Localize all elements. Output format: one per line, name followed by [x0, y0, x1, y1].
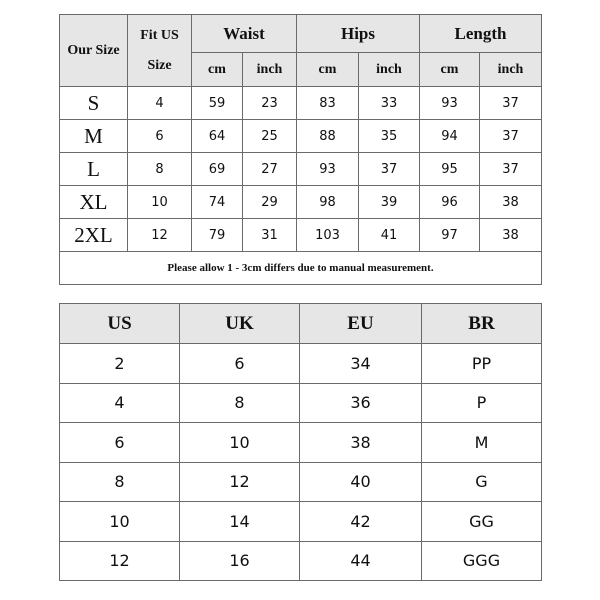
table-row — [60, 120, 542, 153]
cell-length-cm: 95 — [420, 153, 480, 186]
conversion-body — [60, 344, 542, 581]
cell-uk: 14 — [180, 502, 300, 542]
table-row — [60, 344, 542, 384]
cell-us: 8 — [128, 153, 192, 186]
header-length: Length — [420, 15, 542, 53]
cell-length-in: 37 — [480, 120, 542, 153]
header-eu: EU — [300, 304, 422, 344]
cell-waist-in: 31 — [243, 219, 297, 252]
cell-waist-in: 23 — [243, 87, 297, 120]
cell-length-cm: 97 — [420, 219, 480, 252]
cell-us: 2 — [60, 344, 180, 384]
cell-br: GGG — [422, 541, 542, 581]
cell-br: PP — [422, 344, 542, 384]
cell-waist-cm: 79 — [192, 219, 243, 252]
cell-waist-in: 27 — [243, 153, 297, 186]
cell-br: G — [422, 462, 542, 502]
cell-length-cm: 94 — [420, 120, 480, 153]
size-chart-body — [60, 87, 542, 252]
cell-br: GG — [422, 502, 542, 542]
header-hips-cm: cm — [297, 53, 359, 87]
cell-uk: 8 — [180, 383, 300, 423]
cell-size: L — [60, 153, 128, 186]
cell-hips-in: 35 — [359, 120, 420, 153]
cell-us: 4 — [128, 87, 192, 120]
cell-hips-in: 33 — [359, 87, 420, 120]
table-row — [60, 87, 542, 120]
cell-eu: 38 — [300, 423, 422, 463]
cell-length-in: 38 — [480, 219, 542, 252]
cell-eu: 34 — [300, 344, 422, 384]
header-hips-inch: inch — [359, 53, 420, 87]
cell-length-cm: 93 — [420, 87, 480, 120]
cell-size: M — [60, 120, 128, 153]
cell-us: 4 — [60, 383, 180, 423]
table-row — [60, 219, 542, 252]
cell-length-in: 37 — [480, 153, 542, 186]
header-br: BR — [422, 304, 542, 344]
cell-size: 2XL — [60, 219, 128, 252]
header-waist: Waist — [192, 15, 297, 53]
cell-length-in: 38 — [480, 186, 542, 219]
size-conversion-table — [59, 303, 542, 581]
cell-hips-cm: 103 — [297, 219, 359, 252]
header-hips: Hips — [297, 15, 420, 53]
table-row — [60, 502, 542, 542]
cell-eu: 36 — [300, 383, 422, 423]
cell-waist-cm: 74 — [192, 186, 243, 219]
header-waist-cm: cm — [192, 53, 243, 87]
cell-hips-cm: 88 — [297, 120, 359, 153]
cell-uk: 10 — [180, 423, 300, 463]
cell-size: S — [60, 87, 128, 120]
cell-eu: 40 — [300, 462, 422, 502]
header-length-inch: inch — [480, 53, 542, 87]
table-row — [60, 423, 542, 463]
cell-us: 10 — [60, 502, 180, 542]
cell-hips-in: 39 — [359, 186, 420, 219]
cell-uk: 12 — [180, 462, 300, 502]
cell-uk: 16 — [180, 541, 300, 581]
table-row — [60, 153, 542, 186]
cell-waist-cm: 59 — [192, 87, 243, 120]
table-row — [60, 383, 542, 423]
header-fit-us-size: Fit US Size — [128, 15, 192, 87]
cell-us: 10 — [128, 186, 192, 219]
cell-eu: 42 — [300, 502, 422, 542]
cell-br: P — [422, 383, 542, 423]
cell-waist-cm: 69 — [192, 153, 243, 186]
cell-us: 6 — [60, 423, 180, 463]
cell-hips-in: 37 — [359, 153, 420, 186]
cell-uk: 6 — [180, 344, 300, 384]
cell-hips-cm: 83 — [297, 87, 359, 120]
cell-length-cm: 96 — [420, 186, 480, 219]
cell-waist-in: 29 — [243, 186, 297, 219]
cell-eu: 44 — [300, 541, 422, 581]
header-us: US — [60, 304, 180, 344]
cell-us: 8 — [60, 462, 180, 502]
cell-size: XL — [60, 186, 128, 219]
cell-length-in: 37 — [480, 87, 542, 120]
measurement-note: Please allow 1 - 3cm differs due to manual measurement. — [60, 252, 542, 285]
cell-us: 12 — [60, 541, 180, 581]
cell-hips-cm: 98 — [297, 186, 359, 219]
table-row — [60, 541, 542, 581]
cell-us: 6 — [128, 120, 192, 153]
cell-br: M — [422, 423, 542, 463]
cell-hips-cm: 93 — [297, 153, 359, 186]
conversion-header-row — [60, 304, 542, 344]
size-chart-table — [59, 14, 542, 285]
header-waist-inch: inch — [243, 53, 297, 87]
cell-waist-in: 25 — [243, 120, 297, 153]
table-row — [60, 186, 542, 219]
cell-waist-cm: 64 — [192, 120, 243, 153]
table-row — [60, 462, 542, 502]
header-length-cm: cm — [420, 53, 480, 87]
cell-hips-in: 41 — [359, 219, 420, 252]
header-uk: UK — [180, 304, 300, 344]
cell-us: 12 — [128, 219, 192, 252]
header-our-size: Our Size — [60, 15, 128, 87]
